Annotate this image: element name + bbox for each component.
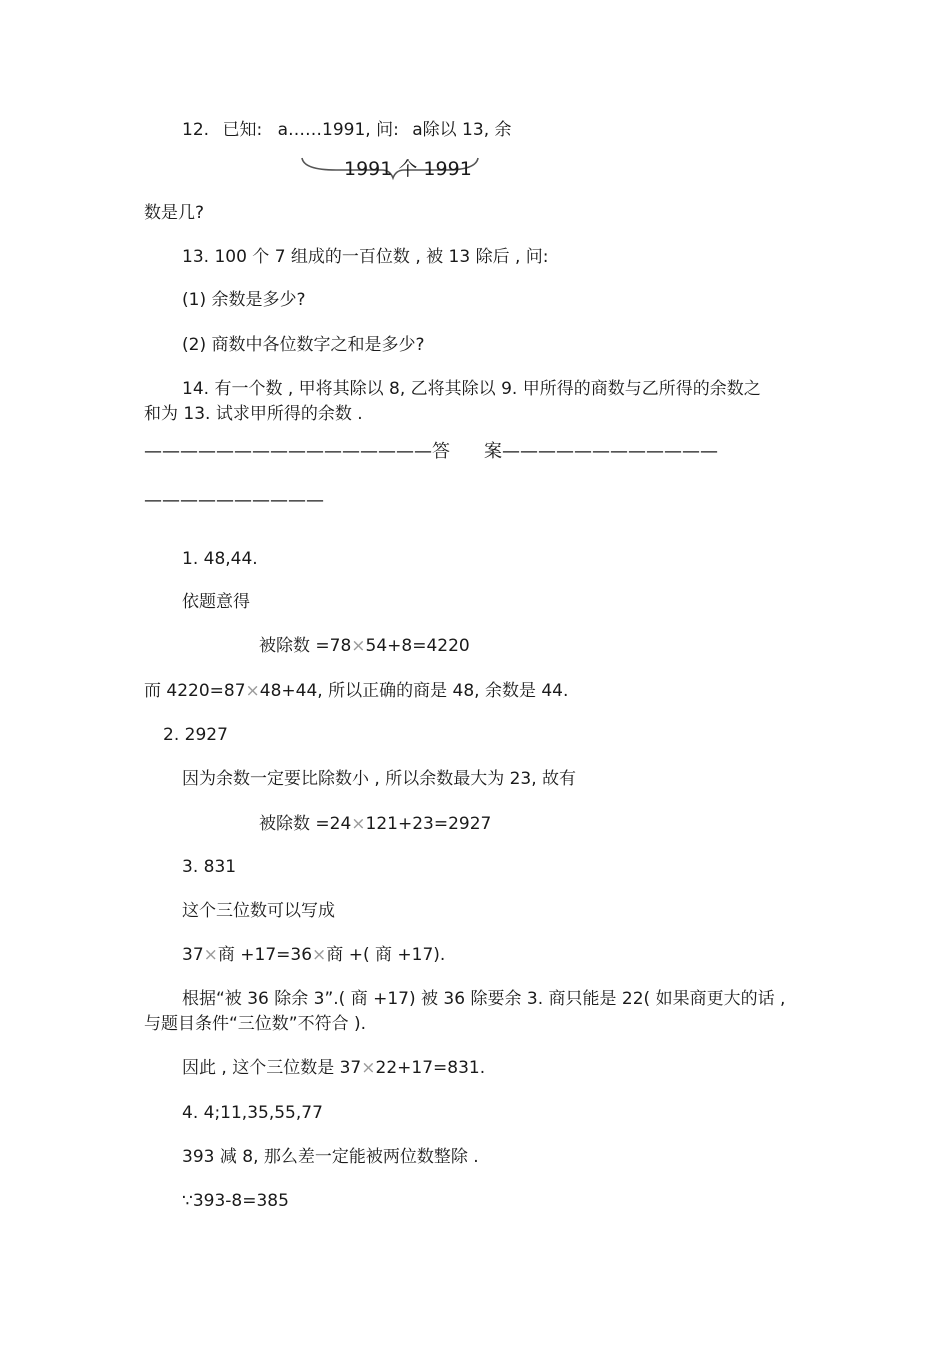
times-sign: × xyxy=(351,636,366,656)
problem-12-mid: 1991, 问: xyxy=(322,120,399,140)
problem-13-q1: (1) 余数是多少? xyxy=(182,290,306,310)
answer-heading-2: 案 xyxy=(484,441,502,462)
answer-2-line2 xyxy=(259,813,491,835)
answer-1-line2 xyxy=(259,635,470,657)
answer-3-line2 xyxy=(182,944,445,966)
answer-divider-line2: —————————— xyxy=(144,490,324,511)
answer-3-line3: 根据“被 36 除余 3”.( 商 +17) 被 36 除要余 3. 商只能是 22( 如果商更大的话 , xyxy=(182,989,786,1009)
var-a: a xyxy=(412,120,423,140)
formula-part: 因此 , 这个三位数是 37 xyxy=(182,1058,362,1078)
answer-1-line1: 依题意得 xyxy=(182,592,250,612)
times-sign: × xyxy=(203,945,218,965)
answer-1-line3 xyxy=(144,680,568,702)
times-sign: × xyxy=(312,945,327,965)
answer-divider xyxy=(144,441,718,463)
formula-part: 22+17=831. xyxy=(375,1058,486,1078)
times-sign: × xyxy=(361,1058,376,1078)
answer-4-head: 4. 4;11,35,55,77 xyxy=(182,1103,323,1123)
problem-12-tail: 除以 13, 余 xyxy=(422,120,512,140)
problem-12-line xyxy=(182,119,512,141)
answer-3-line1: 这个三位数可以写成 xyxy=(182,901,335,921)
formula-part: 121+23=2927 xyxy=(365,814,492,834)
var-a: a xyxy=(277,120,289,140)
answer-2-line1: 因为余数一定要比除数小 , 所以余数最大为 23, 故有 xyxy=(182,769,577,789)
problem-number: 12. xyxy=(182,120,210,140)
times-sign: × xyxy=(245,681,260,701)
answer-1-head: 1. 48,44. xyxy=(182,549,258,569)
problem-13-q2: (2) 商数中各位数字之和是多少? xyxy=(182,335,425,355)
underbrace-label: 1991 个 1991 xyxy=(344,158,472,180)
times-sign: × xyxy=(351,814,366,834)
problem-12-continuation: 数是几? xyxy=(144,203,205,223)
answer-3-head: 3. 831 xyxy=(182,857,237,877)
ellipsis: …… xyxy=(288,120,323,140)
formula-part: 被除数 =78 xyxy=(259,636,352,656)
problem-14-line2: 和为 13. 试求甲所得的余数 . xyxy=(144,404,363,424)
answer-heading-1: 答 xyxy=(432,441,450,462)
answer-4-line2: ∵393-8=385 xyxy=(182,1191,289,1211)
divider-left: ———————————————— xyxy=(144,441,432,462)
given-label: 已知: xyxy=(222,120,263,140)
formula-part: 37 xyxy=(182,945,204,965)
underbrace-annotation xyxy=(296,148,486,182)
formula-part: 54+8=4220 xyxy=(365,636,470,656)
formula-part: 商 +17=36 xyxy=(217,945,313,965)
divider-right: ———————————— xyxy=(502,441,718,462)
formula-part: 商 +( 商 +17). xyxy=(326,945,446,965)
answer-2-head: 2. 2927 xyxy=(163,725,228,745)
answer-3-line5 xyxy=(182,1057,485,1079)
answer-4-line1: 393 减 8, 那么差一定能被两位数整除 . xyxy=(182,1147,479,1167)
formula-part: 48+44, 所以正确的商是 48, 余数是 44. xyxy=(259,681,569,701)
formula-part: 而 4220=87 xyxy=(144,681,246,701)
answer-3-line4: 与题目条件“三位数”不符合 ). xyxy=(144,1014,367,1034)
problem-14-line1: 14. 有一个数 , 甲将其除以 8, 乙将其除以 9. 甲所得的商数与乙所得的余数之 xyxy=(182,379,761,399)
formula-part: 被除数 =24 xyxy=(259,814,352,834)
problem-13: 13. 100 个 7 组成的一百位数 , 被 13 除后 , 问: xyxy=(182,247,549,267)
